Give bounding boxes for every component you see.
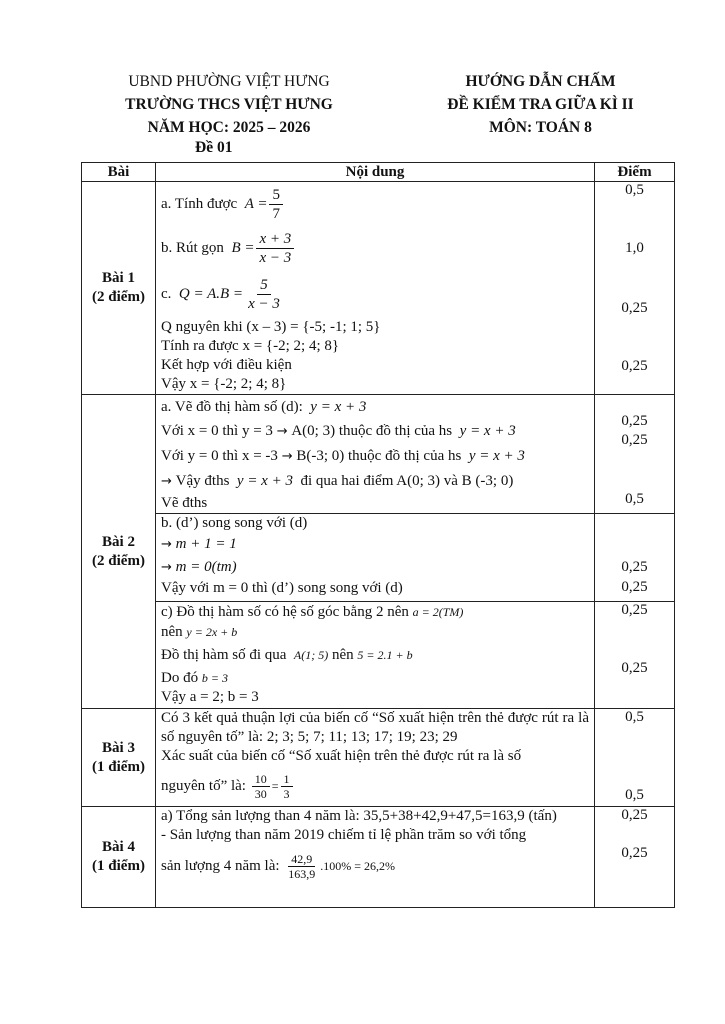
header-right [428,70,653,139]
bai2-c-content [156,602,595,709]
arrow-right-icon: → [281,449,293,464]
bai1-c-math: Q = A.B = [178,285,244,302]
bai2-a5-text: Vẽ đths [161,495,208,511]
table-row-bai2b [82,514,675,602]
bai1-line5: Tính ra được x = {-2; 2; 4; 8} [161,338,340,354]
header-left [98,70,360,139]
authority-name: UBND PHƯỜNG VIỆT HƯNG [128,73,330,90]
table-row-bai4 [82,807,675,908]
table-row-bai1 [82,182,675,395]
bai2-label: Bài 2 [102,533,135,550]
bai1-score-c2: 0,25 [621,358,648,374]
bai3-score-2: 0,5 [625,787,644,803]
exam-title: ĐỀ KIỂM TRA GIỮA KÌ II [447,96,634,113]
bai3-scores [595,709,675,807]
bai2-b1-text: b. (d’) song song với (d) [161,515,308,531]
bai1-b-math: B = [231,239,255,256]
bai2-a3-text: Với y = 0 thì x = -3 [161,448,278,464]
bai2-a4-rest: đi qua hai điểm A(0; 3) và B (-3; 0) [300,473,514,489]
bai1-a-text: a. Tính được [161,195,238,212]
bai2-a3-rest: B(-3; 0) thuộc đồ thị của hs [296,448,462,464]
bai2-a1-eq: y = x + 3 [310,398,367,415]
bai3-p3: nguyên tố” là: [161,777,246,794]
bai1-b-fraction: $\frac{x + 3}{x - 3}$ [256,230,294,267]
bai2-score-b1: 0,25 [621,559,648,575]
bai2-a4-text: Vậy đths [175,473,230,489]
bai1-c-text: c. [161,285,172,302]
bai2-label-cell [82,395,156,709]
bai2-a-content [156,395,595,514]
bai2-b3-math: m = 0(tm) [175,558,237,575]
bai3-label-cell [82,709,156,807]
bai4-label: Bài 4 [102,839,135,855]
bai2-score-a2: 0,25 [621,432,648,448]
bai2-b-content [156,514,595,602]
bai3-label: Bài 3 [102,739,135,756]
bai2-score-b2: 0,25 [621,579,648,595]
bai1-line4: Q nguyên khi (x – 3) = {-5; -1; 1; 5} [161,319,381,335]
bai3-fraction: $\frac{10}{30}$ = $\frac{1}{3}$ [250,772,295,801]
bai4-tail: .100% = 26,2% [320,858,396,873]
bai1-content [156,182,595,395]
bai2-b-scores [595,514,675,602]
bai2-score-c2: 0,25 [621,660,648,676]
bai4-points: (1 điểm) [92,858,145,874]
bai2-score-c1: 0,25 [621,602,648,618]
bai2-b2-math: m + 1 = 1 [175,535,237,552]
bai2-c3-text: Đồ thị hàm số đi qua [161,646,287,663]
table-row-bai3 [82,709,675,807]
bai1-line7: Vậy x = {-2; 2; 4; 8} [161,376,287,392]
bai2-c5-text: Vậy a = 2; b = 3 [161,689,259,705]
bai2-a2-rest: A(0; 3) thuộc đồ thị của hs [291,423,453,439]
bai3-content [156,709,595,807]
bai2-c2-math: y = 2x + b [186,624,238,639]
bai1-a-fraction: $\frac{5}{7}$ [269,186,283,223]
bai2-c3-math: A(1; 5) [293,647,329,662]
bai2-c1-text: c) Đồ thị hàm số có hệ số góc bằng 2 nên [161,603,409,620]
bai1-label: Bài 1 [102,270,135,286]
bai1-c-fraction: $\frac{5}{x - 3}$ [248,276,280,312]
bai2-c3-math2: 5 = 2.1 + b [357,647,413,662]
bai3-p2: Xác suất của biến cố “Số xuất hiện trên thẻ được rút ra là số [161,748,522,764]
bai2-a2-eq: y = x + 3 [459,423,516,439]
table-row-bai2a [82,395,675,514]
bai2-score-a3: 0,5 [625,491,644,507]
bai2-a1-text: a. Vẽ đồ thị hàm số (d): [161,398,303,415]
bai1-points: (2 điểm) [92,289,145,305]
bai2-a4-eq: y = x + 3 [236,473,293,489]
bai4-content [156,807,595,908]
col-header-bai: Bài [82,163,156,182]
bai1-score-c1: 0,25 [621,300,648,316]
bai3-p1: Có 3 kết quả thuận lợi của biến cố “Số xuất hiện trên thẻ được rút ra là số nguyên tố” là: 2; 3; 5; 7; 11; 13; 17; 19; 23; 29 [161,710,589,745]
bai2-b4-text: Vậy với m = 0 thì (d’) song song với (d) [161,580,403,596]
arrow-right-icon: → [276,424,288,439]
grading-table [81,162,675,908]
bai1-a-math: A = [244,195,268,212]
arrow-right-icon: → [161,474,172,489]
bai2-score-a1: 0,25 [621,413,648,429]
bai4-p3: sản lượng 4 năm là: [161,857,280,874]
col-header-noidung: Nội dung [156,163,595,182]
bai2-c3-text2: nên [331,646,354,663]
table-row-bai2c [82,602,675,709]
bai2-c-scores [595,602,675,709]
bai1-line6: Kết hợp với điều kiện [161,357,292,373]
bai3-score-1: 0,5 [625,709,644,725]
bai4-score-2: 0,25 [621,845,648,861]
bai4-scores [595,807,675,908]
exam-code: Đề 01 [195,139,233,156]
col-header-diem: Điểm [595,163,675,182]
school-name: TRƯỜNG THCS VIỆT HƯNG [125,96,333,113]
bai3-points: (1 điểm) [92,758,145,775]
bai4-label-cell [82,807,156,908]
bai4-p2: - Sản lượng than năm 2019 chiếm tỉ lệ phần trăm so với tổng [161,827,527,843]
bai2-c4-text: Do đó [161,669,199,686]
bai1-b-text: b. Rút gọn [161,239,224,256]
doc-title: HƯỚNG DẪN CHẤM [465,73,616,90]
arrow-right-icon: → [161,536,172,552]
bai2-points: (2 điểm) [92,552,145,569]
bai2-c2-text: nên [161,623,183,640]
bai1-score-b: 1,0 [625,240,644,256]
bai2-c1-math: a = 2(TM) [412,604,464,619]
arrow-right-icon: → [161,559,172,575]
bai4-score-1: 0,25 [621,807,648,823]
bai1-label-cell [82,182,156,395]
school-year: NĂM HỌC: 2025 – 2026 [147,119,311,136]
table-header-row [82,163,675,182]
bai2-c4-math: b = 3 [201,670,228,685]
bai1-score-a: 0,5 [625,182,644,198]
bai2-a3-eq: y = x + 3 [468,448,525,464]
bai2-a-scores [595,395,675,514]
bai1-scores [595,182,675,395]
subject: MÔN: TOÁN 8 [489,119,592,136]
bai4-p1: a) Tổng sản lượng than 4 năm là: 35,5+38+42,9+47,5=163,9 (tấn) [161,808,557,824]
bai2-a2-text: Với x = 0 thì y = 3 [161,423,273,439]
bai4-fraction: $\frac{42,9}{163,9}$ .100% = 26,2% [288,851,396,881]
